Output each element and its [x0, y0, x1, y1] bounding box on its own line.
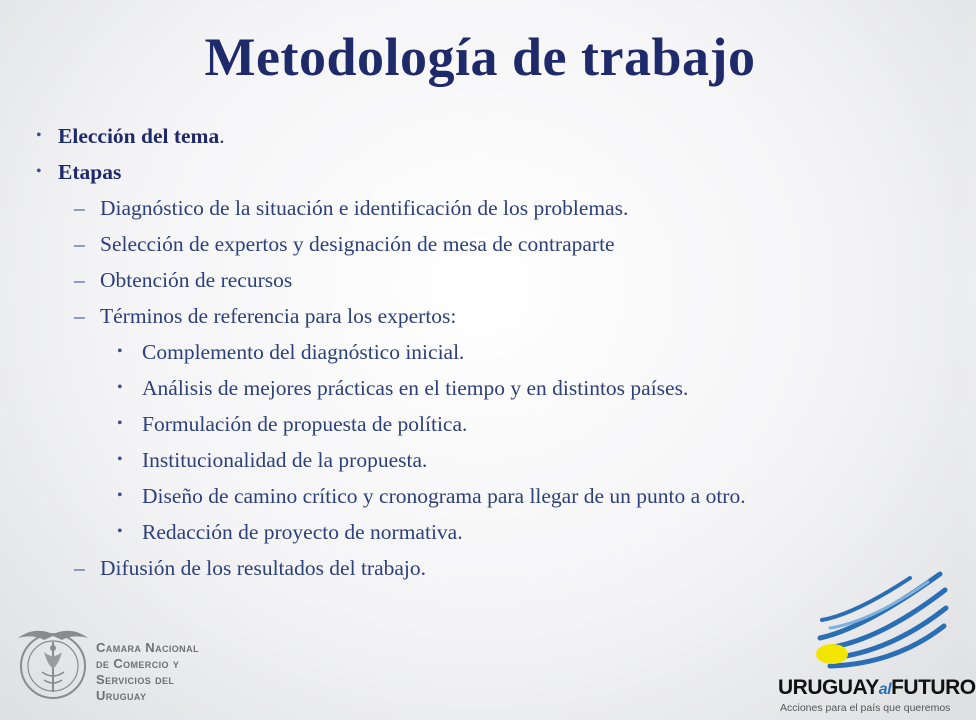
stage-text: Selección de expertos y designación de mesa de contraparte	[100, 232, 615, 256]
stage-item	[0, 268, 900, 292]
term-item	[0, 412, 882, 436]
bullet-icon: •	[117, 343, 123, 360]
dash-icon: –	[74, 556, 85, 580]
bullet-icon: •	[117, 415, 123, 432]
uruguay-al-futuro-logo	[770, 568, 976, 716]
chamber-name-line: Uruguay	[96, 688, 147, 703]
slide-content	[0, 124, 900, 592]
stage-text: Obtención de recursos	[100, 268, 293, 292]
bullet-item	[0, 124, 900, 148]
term-item	[0, 520, 882, 544]
item-period: .	[219, 124, 225, 148]
stage-item	[0, 232, 900, 256]
term-item	[0, 376, 882, 400]
term-text: Análisis de mejores prácticas en el tiempo y en distintos países.	[142, 376, 689, 400]
brand-uruguay: URUGUAY	[778, 676, 879, 699]
stage-text: Difusión de los resultados del trabajo.	[100, 556, 427, 580]
bullet-icon: •	[117, 379, 123, 396]
stage-text: Términos de referencia para los expertos:	[100, 304, 457, 328]
chamber-seal-icon	[14, 622, 92, 702]
chamber-name-line: de Comercio y	[96, 656, 180, 671]
slide-title: Metodología de trabajo	[204, 27, 756, 87]
brand-tagline: Acciones para el país que queremos	[780, 702, 951, 714]
item-eleccion-tema: Elección del tema	[58, 124, 220, 148]
dash-icon: –	[74, 196, 85, 220]
chamber-name-line: Servicios del	[96, 672, 175, 687]
term-text: Diseño de camino crítico y cronograma para llegar de un punto a otro.	[142, 484, 746, 508]
term-item	[0, 448, 882, 472]
bullet-item	[0, 160, 900, 184]
brand-al: al	[878, 681, 892, 698]
bullet-icon: •	[117, 487, 123, 504]
stage-text: Diagnóstico de la situación e identificación de los problemas.	[100, 196, 629, 220]
term-item	[0, 340, 882, 364]
chamber-name-line: Camara Nacional	[96, 640, 199, 655]
term-text: Redacción de proyecto de normativa.	[142, 520, 463, 544]
chamber-name	[96, 640, 199, 704]
dash-icon: –	[74, 268, 85, 292]
bullet-icon: •	[36, 163, 42, 180]
brand-wordmark	[778, 676, 976, 700]
rays-emblem-icon	[770, 568, 950, 678]
stage-item	[0, 304, 900, 328]
term-text: Institucionalidad de la propuesta.	[142, 448, 428, 472]
bullet-icon: •	[36, 127, 42, 144]
brand-futuro: FUTURO	[891, 676, 976, 699]
bullet-icon: •	[117, 523, 123, 540]
term-item	[0, 484, 882, 508]
term-text: Formulación de propuesta de política.	[142, 412, 468, 436]
term-text: Complemento del diagnóstico inicial.	[142, 340, 465, 364]
bullet-icon: •	[117, 451, 123, 468]
camara-nacional-logo	[14, 622, 244, 708]
item-etapas: Etapas	[58, 160, 122, 184]
stage-item	[0, 196, 900, 220]
dash-icon: –	[74, 232, 85, 256]
dash-icon: –	[74, 304, 85, 328]
stage-item	[0, 556, 900, 580]
